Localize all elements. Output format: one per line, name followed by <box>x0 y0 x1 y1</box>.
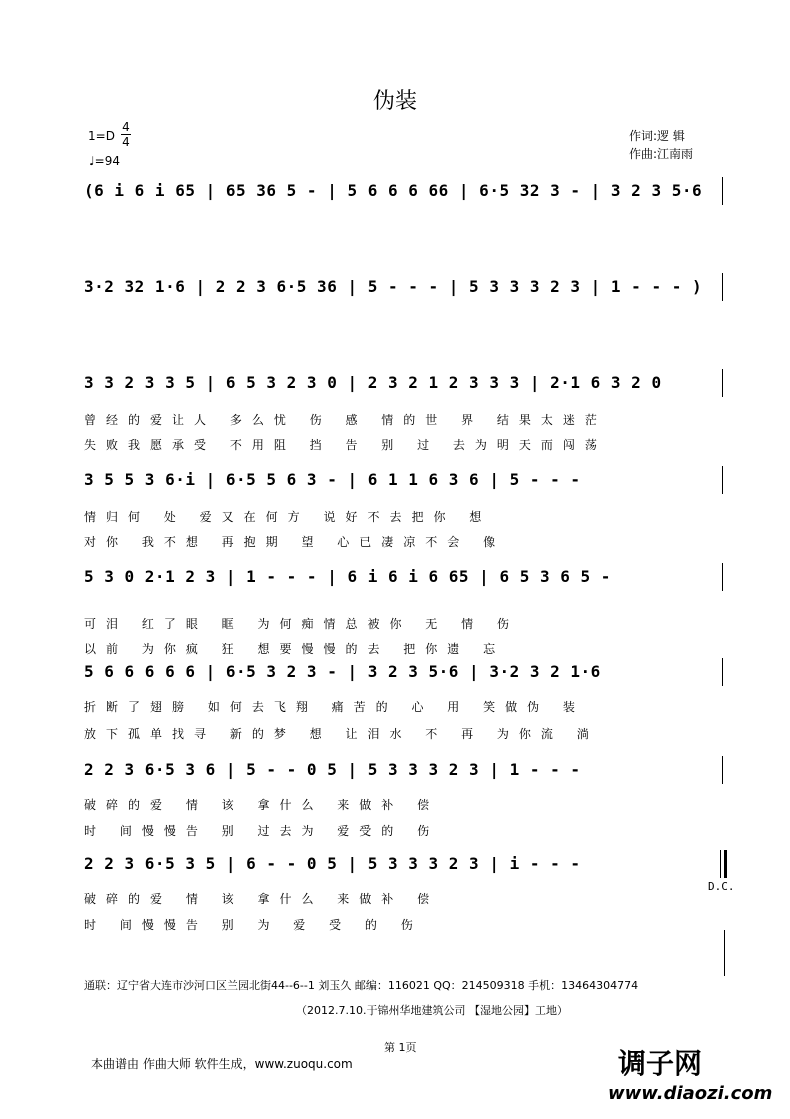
lyric-line-4: 对你 我不想 再抱期 望 心已凄凉不会 像 <box>84 535 506 549</box>
score-line-7: 2 2 3 6·5 3 6 | 5 - - 0 5 | 5 3 3 3 2 3 | 1 - - - <box>84 760 581 779</box>
watermark-url: www.diaozi.com <box>608 1083 773 1104</box>
score-line-1: (6 i 6 i 65 | 65 36 5 - | 5 6 6 6 66 | 6·5 32 3 - | 3 2 3 5·6 <box>84 181 703 200</box>
time-signature <box>121 120 131 149</box>
score-line-5: 5 3 0 2·1 2 3 | 1 - - - | 6 i 6 i 6 65 | 6 5 3 6 5 - <box>84 567 611 586</box>
lyric-line-7: 折断了翅膀 如何去飞翔 痛苦的 心 用 笑做伪 装 <box>84 700 585 714</box>
right-margin-line <box>724 930 725 976</box>
lyric-line-8: 放下孤单找寻 新的梦 想 让泪水 不 再 为你流 淌 <box>84 727 599 741</box>
dc-marking: D.C. <box>708 880 735 893</box>
lyric-line-12: 时 间慢慢告 别 为 爱 受 的 伤 <box>84 918 423 932</box>
barline <box>722 658 723 686</box>
page-title: 伪装 <box>372 89 417 114</box>
final-barline-thick <box>724 850 727 878</box>
score-line-3: 3 3 2 3 3 5 | 6 5 3 2 3 0 | 2 3 2 1 2 3 3 3 | 2·1 6 3 2 0 <box>84 373 662 392</box>
barline <box>722 369 723 397</box>
lyric-line-3: 情归何 处 爱又在何方 说好不去把你 想 <box>84 510 492 524</box>
key-signature: 1=D <box>88 129 115 143</box>
lyric-line-6: 以前 为你疯 狂 想要慢慢的去 把你遗 忘 <box>84 642 506 656</box>
watermark-logo: 调子网 <box>618 1047 703 1080</box>
software-credit: 本曲谱由 作曲大师 软件生成，www.zuoqu.com <box>91 1057 353 1071</box>
tempo-marking <box>89 154 120 168</box>
score-line-8: 2 2 3 6·5 3 5 | 6 - - 0 5 | 5 3 3 3 2 3 | i - - - <box>84 854 581 873</box>
lyric-line-5: 可泪 红了眼 眶 为何痴情总被你 无 情 伤 <box>84 617 519 631</box>
score-line-2: 3·2 32 1·6 | 2 2 3 6·5 36 | 5 - - - | 5 3 3 3 2 3 | 1 - - - ) <box>84 277 703 296</box>
page-number: 第 1页 <box>384 1041 417 1054</box>
lyricist: 作词:逻 辑 <box>629 129 685 143</box>
contact-info: 通联：辽宁省大连市沙河口区兰园北街44--6--1 刘玉久 邮编：116021 QQ：214509318 手机：13464304774 <box>84 979 639 992</box>
lyric-line-2: 失败我愿承受 不用阻 挡 告 别 过 去为明天而闯荡 <box>84 438 607 452</box>
barline <box>722 177 723 205</box>
barline <box>722 756 723 784</box>
final-barline-thin <box>720 850 721 878</box>
lyric-line-10: 时 间慢慢告 别 过去为 爱受的 伤 <box>84 824 440 838</box>
score-line-4: 3 5 5 3 6·i | 6·5 5 6 3 - | 6 1 1 6 3 6 | 5 - - - <box>84 470 581 489</box>
tempo-value: =94 <box>94 154 120 168</box>
barline <box>722 466 723 494</box>
barline <box>722 273 723 301</box>
lyric-line-1: 曾经的爱让人 多么忧 伤 感 情的世 界 结果太迷茫 <box>84 413 607 427</box>
quarter-note-icon: ♩ <box>89 154 95 168</box>
lyric-line-9: 破碎的爱 情 该 拿什么 来做补 偿 <box>84 798 440 812</box>
time-signature-bottom: 4 <box>122 135 130 149</box>
date-note: （2012.7.10.于锦州华地建筑公司 【湿地公园】工地） <box>296 1004 568 1017</box>
score-line-6: 5 6 6 6 6 6 | 6·5 3 2 3 - | 3 2 3 5·6 | 3·2 3 2 1·6 <box>84 662 601 681</box>
composer: 作曲:江南雨 <box>629 147 694 161</box>
barline <box>722 563 723 591</box>
lyric-line-11: 破碎的爱 情 该 拿什么 来做补 偿 <box>84 892 440 906</box>
time-signature-top: 4 <box>122 120 130 134</box>
